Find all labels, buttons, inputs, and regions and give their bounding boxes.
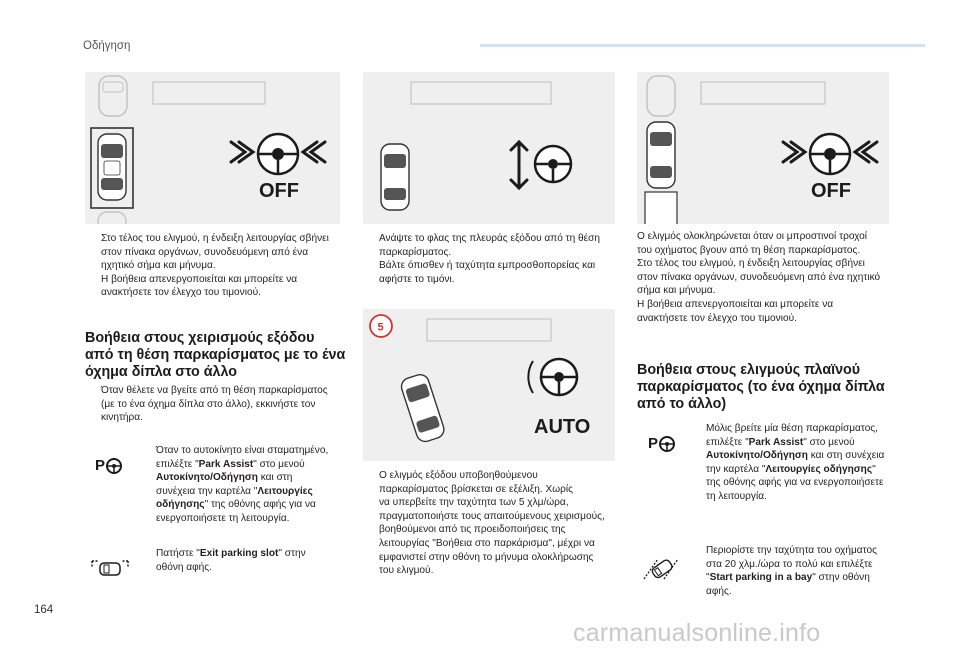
auto-label: AUTO [534, 416, 591, 438]
page-number: 164 [34, 604, 54, 616]
text-line: ενεργοποιήσετε τη λειτουργία. [156, 512, 290, 524]
text-line: παρκαρίσματος βρίσκεται σε εξέλιξη. Χωρίς [379, 483, 573, 495]
own-car-drawing [647, 122, 675, 188]
own-car-drawing [98, 134, 126, 200]
svg-text:P: P [648, 435, 659, 452]
text-line [156, 485, 350, 499]
off-label: OFF [811, 180, 851, 202]
own-car-drawing [381, 144, 409, 210]
list-item [85, 232, 345, 300]
text-line: ανακτήσετε τον έλεγχο του τιμονιού. [101, 287, 261, 299]
text-line: εμφανιστεί στην οθόνη το μήνυμα ολοκλήρωσης [379, 551, 594, 563]
text-run: επιλέξτε " [706, 436, 749, 448]
text-line [706, 449, 905, 463]
text-run: " [706, 572, 710, 584]
text-line: ανακτήσετε τον έλεγχο του τιμονιού. [637, 312, 797, 324]
header-accent-bar [480, 44, 925, 47]
section-heading-bay [637, 362, 902, 414]
heading-line: Βοήθεια στους χειρισμούς εξόδου [85, 330, 315, 346]
text-run: την καρτέλα " [706, 463, 766, 475]
menu-name: Αυτοκίνητο/Οδήγηση [156, 472, 258, 484]
own-car-drawing [399, 372, 446, 443]
text-line: αφής. [706, 585, 732, 597]
tab-name: Λειτουργίες [257, 485, 313, 497]
text-line: αφήστε το τιμόνι. [379, 273, 455, 285]
text-line: Η βοήθεια απενεργοποιείται και μπορείτε να [637, 298, 834, 310]
steering-wheel-icon [528, 359, 577, 395]
heading-line: όχημα δίπλα στο άλλο [85, 364, 238, 381]
text-run: " [872, 463, 876, 475]
text-run: επιλέξτε " [156, 458, 199, 470]
text-run: " στην [278, 548, 306, 559]
text-line: του ελιγμού. [379, 565, 434, 577]
text-line: στον πίνακα οργάνων, συνοδευόμενη από ένα [101, 246, 309, 258]
park-assist-icon [648, 433, 680, 460]
text-line: Ο ελιγμός ολοκληρώνεται όταν οι μπροστινοί τροχοί [637, 231, 868, 242]
col1-icon-bullet2 [140, 547, 350, 574]
text-line [156, 458, 350, 472]
button-name: Exit parking slot [199, 548, 279, 559]
text-line [706, 571, 905, 585]
menu-name: Park Assist [198, 458, 254, 470]
text-line: Όταν θέλετε να βγείτε από τη θέση παρκαρίσματος [101, 385, 328, 396]
list-item [690, 422, 905, 504]
list-item [140, 547, 350, 574]
park-assist-icon [95, 455, 127, 482]
illustration-exit-steer [363, 72, 615, 224]
text-run: και στη [257, 472, 293, 484]
up-down-arrows-icon [511, 142, 527, 188]
col3-icon-bullet2 [690, 544, 905, 598]
illustration-exit-auto [363, 309, 615, 461]
text-line: Βάλτε όπισθεν ή ταχύτητα εμπροσθοπορείας και [379, 260, 596, 272]
text-line: Περιορίστε την ταχύτητα του οχήματος [706, 545, 877, 556]
list-item [140, 444, 350, 526]
col3-paragraph [637, 230, 902, 325]
text-run: και στη συνέχεια [807, 450, 885, 462]
text-line [706, 463, 905, 477]
parked-car-drawing [99, 76, 127, 116]
text-run: " στο μενού [803, 436, 855, 448]
svg-text:P: P [95, 457, 106, 474]
section-title: Οδήγηση [83, 40, 131, 52]
watermark: carmanualsonline.info [573, 619, 821, 647]
col1-top-text [85, 232, 345, 300]
section-heading-exit [85, 330, 350, 382]
heading-line: παρκαρίσματος (το ένα όχημα δίπλα [637, 379, 885, 396]
list-item [85, 384, 350, 425]
text-line: Ο ελιγμός εξόδου υποβοηθούμενου [379, 470, 538, 481]
step-badge: 5 [377, 321, 384, 334]
tab-name: οδήγησης [156, 499, 205, 511]
text-line: να υπερβείτε την ταχύτητα των 5 χλμ/ώρα, [379, 497, 569, 509]
text-line: βοηθούμενοι από τις προειδοποιήσεις της [379, 524, 566, 536]
text-line: λειτουργίας "Βοήθεια στο παρκάρισμα", μέχρι να [379, 537, 595, 549]
text-line: της οθόνης αφής για να ενεργοποιήσετε [706, 477, 884, 489]
text-line [156, 498, 350, 512]
text-line: Η βοήθεια απενεργοποιείται και μπορείτε να [101, 273, 298, 285]
off-label: OFF [259, 180, 299, 202]
menu-name: Αυτοκίνητο/Οδήγηση [706, 450, 808, 462]
text-line: τη λειτουργία. [706, 490, 767, 502]
text-line [156, 471, 350, 485]
text-run: " στο μενού [253, 458, 305, 470]
text-run: " στην οθόνη [812, 572, 870, 584]
list-item [363, 232, 623, 259]
menu-name: Park Assist [748, 436, 804, 448]
col1-icon-bullet1 [140, 444, 350, 526]
col2-bottom-text [363, 469, 628, 578]
list-item [690, 544, 905, 598]
heading-line: Βοήθεια στους ελιγμούς πλαϊνού [637, 362, 861, 378]
text-line [706, 436, 905, 450]
tab-name: Λειτουργίες οδήγησης [765, 463, 873, 475]
text-line: πραγματοποιήστε τους απαιτούμενους χειρισμούς, [379, 510, 605, 522]
text-line: οθόνη αφής. [156, 561, 212, 573]
text-line: κινητήρα. [101, 412, 143, 424]
text-line [156, 547, 350, 561]
text-run: " της οθόνης αφής για να [204, 499, 316, 511]
button-name: Start parking in a bay [709, 572, 813, 584]
steering-wheel-icon [535, 146, 571, 182]
text-line: Μόλις βρείτε μία θέση παρκαρίσματος, [706, 423, 878, 434]
start-bay-icon [640, 555, 682, 588]
text-line: (με το ένα όχημα δίπλα στο άλλο), εκκινήστε τον [101, 398, 316, 410]
steering-wheel-icon [258, 134, 298, 174]
exit-slot-icon [90, 557, 130, 584]
text-line: στα 20 χλμ./ώρα το πολύ και επιλέξτε [706, 558, 873, 570]
text-line: στον πίνακα οργάνων, συνοδευόμενη από ένα ηχητικό [637, 271, 881, 283]
illustration-bay-off [637, 72, 889, 224]
list-item [363, 469, 628, 578]
text-line: Όταν το αυτοκίνητο είναι σταματημένο, [156, 445, 329, 456]
text-run: Πατήστε " [156, 548, 200, 559]
text-line: Ανάψτε το φλας της πλευράς εξόδου από τη θέση [379, 233, 600, 244]
text-line: ηχητικό σήμα και μήνυμα. [101, 260, 216, 272]
text-line: παρκαρίσματος. [379, 246, 452, 258]
text-line: σήμα και μήνυμα. [637, 285, 716, 297]
text-line: Στο τέλος του ελιγμού, η ένδειξη λειτουργίας σβήνει [101, 233, 329, 244]
col2-top-text [363, 232, 623, 286]
text-run: συνέχεια την καρτέλα " [156, 485, 258, 497]
heading-line: από το άλλο) [637, 396, 727, 413]
steering-wheel-icon [810, 134, 850, 174]
col1-bullet2 [85, 384, 350, 425]
illustration-exit-off [85, 72, 340, 224]
list-item [363, 259, 623, 286]
heading-line: από τη θέση παρκαρίσματος με το ένα [85, 347, 346, 364]
text-line: του οχήματος βγουν από τη θέση παρκαρίσματος. [637, 244, 861, 256]
text-line: Στο τέλος του ελιγμού, η ένδειξη λειτουργίας σβήνει [637, 258, 865, 270]
col3-icon-bullet1 [690, 422, 905, 504]
